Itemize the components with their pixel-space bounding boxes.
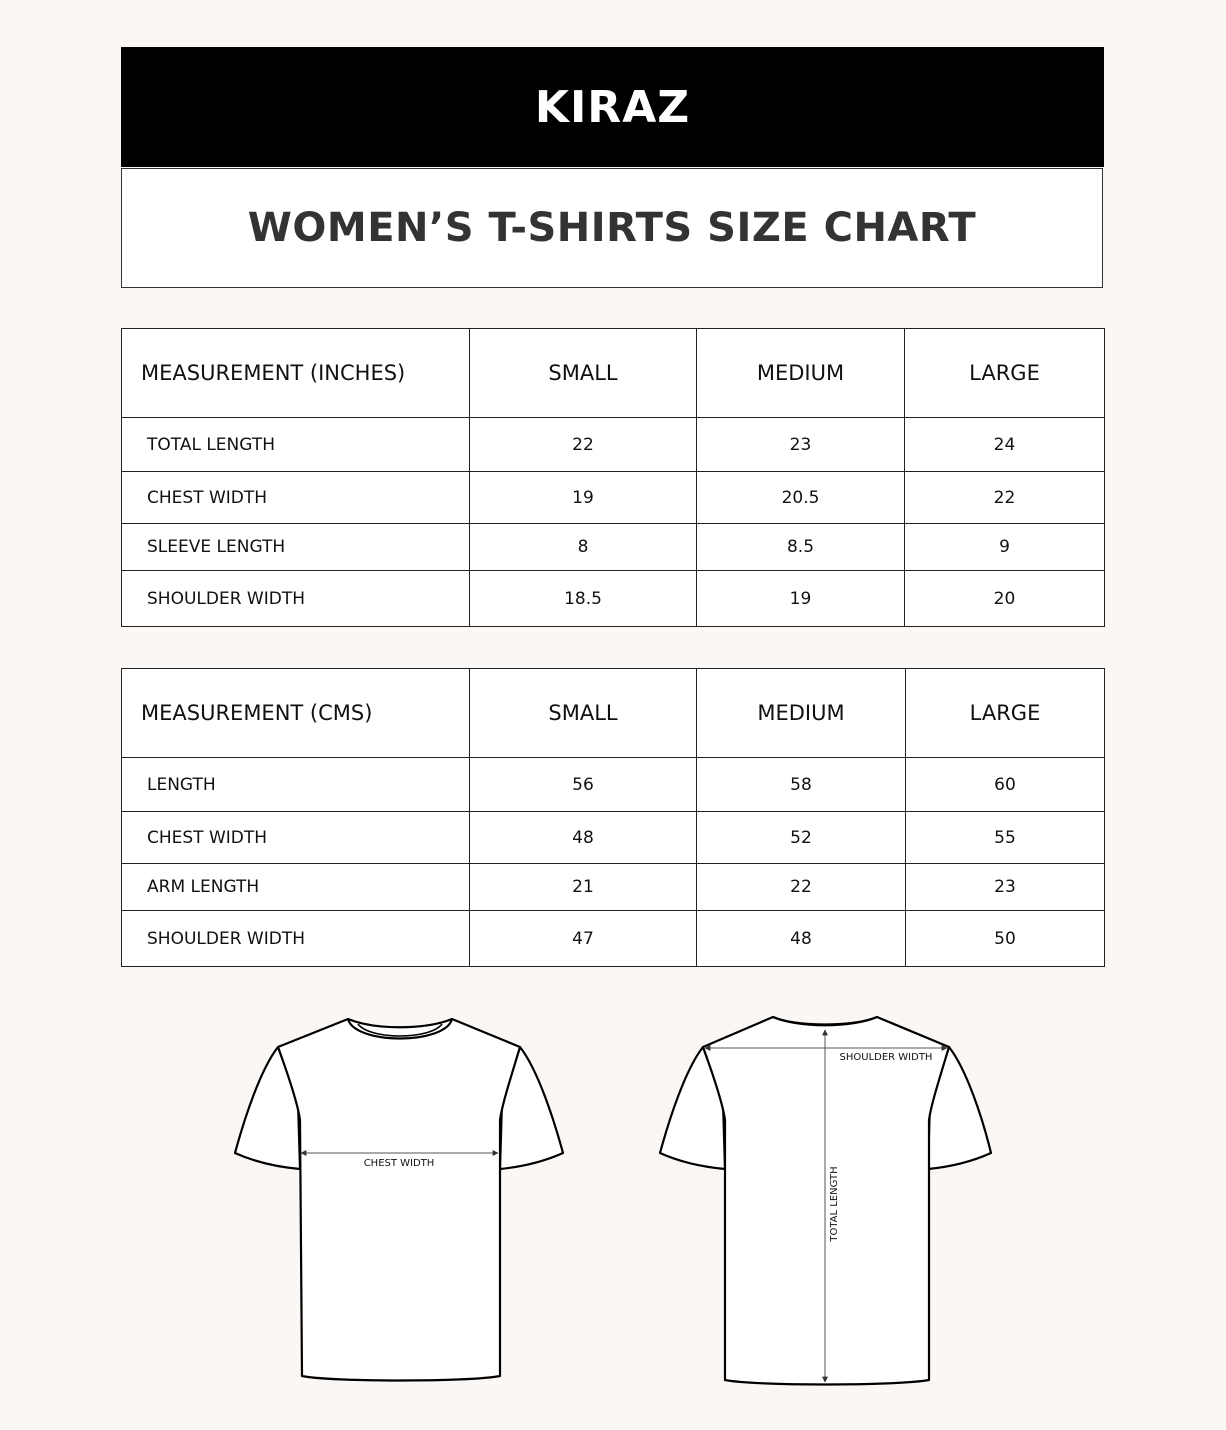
title-box (121, 168, 1103, 288)
column-header-medium: MEDIUM (697, 669, 906, 758)
chest-width-label: CHEST WIDTH (363, 1158, 435, 1169)
cell-large: 9 (905, 524, 1105, 571)
row-label: ARM LENGTH (122, 864, 470, 911)
table-row (122, 524, 1105, 571)
size-table-cms (121, 668, 1105, 967)
column-header-small: SMALL (470, 669, 697, 758)
cell-small: 21 (470, 864, 697, 911)
cell-small: 19 (470, 472, 697, 524)
cell-large: 24 (905, 418, 1105, 472)
cell-medium: 22 (697, 864, 906, 911)
table-header-row (122, 329, 1105, 418)
row-label: SHOULDER WIDTH (122, 571, 470, 627)
cell-large: 50 (906, 911, 1105, 967)
cell-medium: 19 (697, 571, 905, 627)
row-label: TOTAL LENGTH (122, 418, 470, 472)
total-length-label: TOTAL LENGTH (829, 1166, 840, 1242)
tshirt-body (278, 1019, 520, 1381)
row-label: SLEEVE LENGTH (122, 524, 470, 571)
tshirt-back-body (703, 1017, 949, 1385)
column-header-medium: MEDIUM (697, 329, 905, 418)
cell-small: 8 (470, 524, 697, 571)
table-row (122, 472, 1105, 524)
row-label: SHOULDER WIDTH (122, 911, 470, 967)
row-label: LENGTH (122, 758, 470, 812)
cell-medium: 52 (697, 812, 906, 864)
cell-small: 56 (470, 758, 697, 812)
table-row (122, 812, 1105, 864)
table-row (122, 758, 1105, 812)
table-row (122, 571, 1105, 627)
shoulder-width-label: SHOULDER WIDTH (839, 1052, 933, 1063)
brand-header (121, 47, 1104, 167)
row-label: CHEST WIDTH (122, 472, 470, 524)
tshirt-front-diagram (230, 1010, 570, 1390)
cell-medium: 58 (697, 758, 906, 812)
cell-medium: 48 (697, 911, 906, 967)
cell-large: 55 (906, 812, 1105, 864)
table-row (122, 911, 1105, 967)
cell-medium: 23 (697, 418, 905, 472)
page-title: WOMEN’S T-SHIRTS SIZE CHART (247, 205, 977, 251)
table-header-row (122, 669, 1105, 758)
cell-large: 60 (906, 758, 1105, 812)
cell-medium: 20.5 (697, 472, 905, 524)
row-label: CHEST WIDTH (122, 812, 470, 864)
cell-large: 20 (905, 571, 1105, 627)
column-header-measurement: MEASUREMENT (CMS) (122, 669, 470, 758)
cell-medium: 8.5 (697, 524, 905, 571)
cell-large: 22 (905, 472, 1105, 524)
cell-small: 48 (470, 812, 697, 864)
cell-large: 23 (906, 864, 1105, 911)
table-row (122, 418, 1105, 472)
column-header-measurement: MEASUREMENT (INCHES) (122, 329, 470, 418)
column-header-large: LARGE (906, 669, 1105, 758)
cell-small: 47 (470, 911, 697, 967)
column-header-large: LARGE (905, 329, 1105, 418)
size-table-inches (121, 328, 1105, 627)
cell-small: 22 (470, 418, 697, 472)
tshirt-back-diagram (655, 1010, 1000, 1390)
column-header-small: SMALL (470, 329, 697, 418)
brand-name: KIRAZ (534, 81, 691, 133)
table-row (122, 864, 1105, 911)
cell-small: 18.5 (470, 571, 697, 627)
